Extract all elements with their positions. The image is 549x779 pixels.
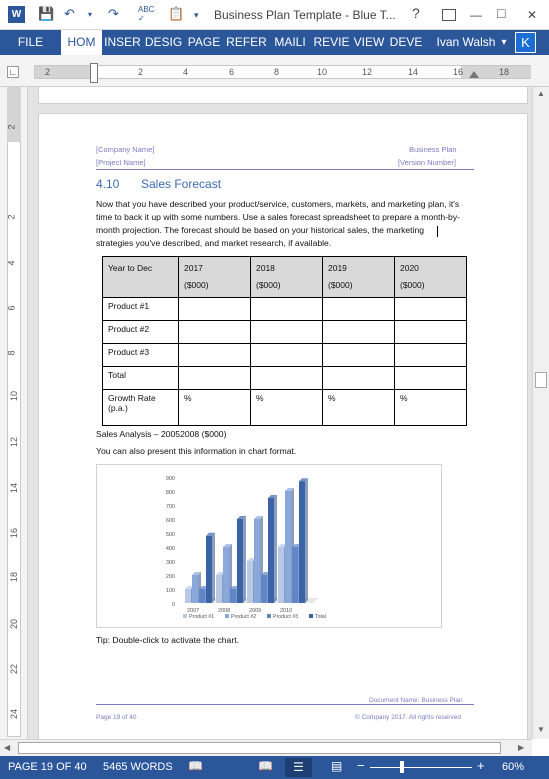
chart-bar	[216, 575, 222, 603]
ruler-number: 6	[229, 67, 235, 77]
table-cell[interactable]: Product #1	[103, 298, 179, 321]
horizontal-scrollbar[interactable]	[0, 739, 532, 756]
text-cursor	[437, 226, 438, 237]
chart-bar	[292, 547, 298, 603]
chart-bar	[199, 589, 205, 603]
table-cell[interactable]	[323, 321, 395, 344]
help-button[interactable]: ?	[412, 5, 420, 21]
sales-chart[interactable]	[96, 464, 442, 628]
chart-bar	[237, 519, 243, 603]
ruler-number: 22	[9, 663, 20, 675]
tab-insert[interactable]: INSER	[104, 35, 141, 49]
format-icon[interactable]: 📋	[168, 6, 185, 21]
footer-docname: Document Name: Business Plan	[369, 697, 463, 704]
body-line: time to back it up with some numbers. Use a sales forecast spreadsheet to prepare a month-by-	[96, 212, 460, 222]
table-cell[interactable]	[395, 367, 467, 390]
chart-bar	[247, 561, 253, 603]
y-tick-label: 600	[165, 518, 175, 524]
table-cell[interactable]	[323, 298, 395, 321]
proofing-icon[interactable]: 📖	[188, 759, 203, 773]
body-line: strategies you've described, and market research, if available.	[96, 238, 332, 248]
table-row	[103, 344, 467, 367]
ruler-number: 10	[317, 67, 328, 77]
y-tick-label: 500	[165, 532, 175, 538]
chart-intro-text: You can also present this information in chart format.	[96, 446, 297, 456]
body-line: month projection. The forecast should be based on your historical sales, the marketing	[96, 225, 425, 235]
chart-bar-side	[212, 533, 215, 603]
chart-bar	[185, 589, 191, 603]
right-indent-marker[interactable]	[469, 71, 479, 78]
ruler-number: 18	[9, 571, 20, 583]
chart-bar	[278, 547, 284, 603]
chart-bar-side	[243, 516, 246, 603]
legend-swatch	[183, 614, 187, 618]
chart-bar-side	[274, 495, 277, 603]
tab-references[interactable]: REFER	[226, 35, 267, 49]
table-cell[interactable]	[179, 321, 251, 344]
table-cell[interactable]: 2017 ($000)	[179, 257, 251, 298]
table-cell[interactable]	[179, 298, 251, 321]
footer-copyright: © Company 2017. All rights reserved	[355, 714, 461, 721]
chart-bar	[261, 575, 267, 603]
ruler-number: 14	[408, 67, 419, 77]
body-paragraph[interactable]	[96, 198, 481, 250]
scroll-left-icon[interactable]: ◀	[4, 743, 11, 752]
legend-swatch	[309, 614, 313, 618]
y-tick-label: 0	[171, 602, 175, 608]
ribbon-tabs	[0, 30, 549, 55]
print-layout-icon[interactable]: ☰	[285, 758, 312, 777]
section-title: Sales Forecast	[141, 177, 222, 191]
chart-bar	[285, 491, 291, 603]
tab-selector[interactable]: ∟	[8, 67, 18, 77]
table-cell[interactable]	[251, 298, 323, 321]
vertical-scrollbar[interactable]	[532, 87, 549, 739]
spelling-icon[interactable]: ABC ✓	[138, 5, 155, 23]
ruler-number: 2	[6, 124, 17, 130]
x-tick-label: 2010	[280, 608, 293, 614]
y-tick-label: 300	[165, 560, 175, 566]
undo-icon[interactable]: ↶	[64, 6, 75, 21]
ruler-number: 12	[9, 436, 20, 448]
ruler-number: 4	[183, 67, 189, 77]
table-cell[interactable]: %	[323, 390, 395, 426]
restore-button[interactable]: □	[497, 5, 506, 21]
ruler-number: 14	[9, 482, 20, 494]
scroll-up-icon[interactable]: ▲	[537, 89, 545, 98]
word-icon[interactable]: W	[8, 6, 25, 23]
table-cell[interactable]	[179, 367, 251, 390]
table-cell[interactable]	[251, 367, 323, 390]
table-cell[interactable]	[395, 298, 467, 321]
vertical-ruler	[0, 87, 28, 739]
table-cell[interactable]: 2019 ($000)	[323, 257, 395, 298]
ruler-number: 16	[9, 527, 20, 539]
footer-rule	[96, 704, 474, 705]
horizontal-ruler	[0, 55, 549, 87]
table-cell[interactable]	[395, 321, 467, 344]
document-area[interactable]	[28, 87, 532, 739]
ribbon-display-icon[interactable]	[442, 9, 456, 21]
table-row	[103, 367, 467, 390]
table-cell[interactable]	[395, 344, 467, 367]
y-tick-label: 700	[165, 504, 175, 510]
chart-bar	[299, 481, 305, 603]
indent-marker[interactable]	[90, 63, 98, 83]
legend-label: Product #2	[231, 614, 257, 620]
word-count[interactable]: 5465 WORDS	[103, 761, 173, 773]
header-rule	[96, 169, 474, 170]
user-dropdown-icon[interactable]: ▾	[501, 37, 507, 48]
table-cell[interactable]: 2018 ($000)	[251, 257, 323, 298]
header-version: [Version Number]	[398, 158, 456, 167]
scroll-thumb[interactable]	[535, 372, 547, 388]
zoom-slider-thumb[interactable]	[400, 761, 404, 773]
tab-review[interactable]: REVIE	[313, 35, 350, 49]
scroll-down-icon[interactable]: ▼	[537, 725, 545, 734]
y-tick-label: 800	[165, 490, 175, 496]
ruler-number: 20	[9, 618, 20, 630]
legend-label: Product #1	[189, 614, 215, 620]
close-button[interactable]: ✕	[527, 8, 538, 22]
ruler-number: 16	[453, 67, 464, 77]
chart-bar	[223, 547, 229, 603]
legend-label: Product #3	[273, 614, 299, 620]
y-tick-label: 900	[165, 476, 175, 482]
table-cell[interactable]: %	[395, 390, 467, 426]
table-cell[interactable]: %	[179, 390, 251, 426]
redo-icon[interactable]: ↷	[108, 6, 119, 21]
ruler-number: 24	[9, 708, 20, 720]
zoom-slider[interactable]	[370, 767, 472, 768]
save-icon[interactable]: 💾	[38, 6, 55, 21]
table-cell[interactable]: %	[251, 390, 323, 426]
table-cell[interactable]: Product #2	[103, 321, 179, 344]
table-cell[interactable]	[323, 344, 395, 367]
window-title: Business Plan Template - Blue T...	[214, 8, 396, 22]
tab-design[interactable]: DESIG	[144, 35, 183, 49]
read-mode-icon[interactable]: 📖	[258, 759, 273, 773]
tab-view[interactable]: VIEW	[353, 35, 385, 49]
sales-forecast-table[interactable]	[102, 256, 467, 426]
x-tick-label: 2007	[187, 608, 200, 614]
zoom-in-icon[interactable]: +	[477, 758, 485, 773]
page-count[interactable]: PAGE 19 OF 40	[8, 761, 87, 773]
tab-home[interactable]: HOM	[61, 30, 102, 55]
table-cell[interactable]	[179, 344, 251, 367]
ruler-number: 4	[6, 260, 17, 266]
chart-bar-side	[305, 478, 308, 603]
chart-bar	[254, 519, 260, 603]
ruler-number: 6	[6, 305, 17, 311]
header-project: [Project Name]	[96, 158, 146, 167]
header-company: [Company Name]	[96, 145, 155, 154]
ruler-number: 8	[274, 67, 280, 77]
page[interactable]	[38, 113, 528, 739]
x-tick-label: 2008	[218, 608, 231, 614]
tab-page-layout[interactable]: PAGE	[187, 35, 221, 49]
y-tick-label: 200	[165, 574, 175, 580]
h-scroll-thumb[interactable]	[18, 742, 501, 754]
legend-label: Total	[315, 614, 326, 620]
table-row	[103, 298, 467, 321]
chart-bar	[192, 575, 198, 603]
status-bar	[0, 756, 549, 779]
chart-svg	[97, 465, 441, 627]
ruler-number: 2	[138, 67, 144, 77]
ruler-number: 10	[9, 390, 20, 402]
table-cell[interactable]: Product #3	[103, 344, 179, 367]
table-cell[interactable]	[251, 344, 323, 367]
previous-page[interactable]	[38, 87, 528, 104]
table-cell[interactable]: 2020 ($000)	[395, 257, 467, 298]
table-row	[103, 390, 467, 426]
tip-text: Tip: Double-click to activate the chart.	[96, 635, 239, 645]
user-avatar[interactable]: K	[515, 32, 536, 53]
ruler-number: 8	[6, 350, 17, 356]
user-name[interactable]: Ivan Walsh	[436, 35, 496, 49]
tab-developer[interactable]: DEVE	[389, 35, 423, 49]
table-row	[103, 321, 467, 344]
header-title: Business Plan	[409, 145, 457, 154]
body-line: Now that you have described your product/service, customers, markets, and marketing plan, it's	[96, 199, 460, 209]
ruler-number: 18	[499, 67, 510, 77]
ruler-number: 12	[362, 67, 373, 77]
table-cell[interactable]	[323, 367, 395, 390]
minimize-button[interactable]: —	[470, 8, 482, 22]
table-header-row	[103, 257, 467, 298]
sales-analysis-caption: Sales Analysis – 20052008 ($000)	[96, 429, 227, 439]
x-tick-label: 2009	[249, 608, 262, 614]
section-number: 4.10	[96, 177, 120, 191]
scroll-right-icon[interactable]: ▶	[518, 743, 525, 752]
legend-swatch	[225, 614, 229, 618]
ruler-number: 2	[45, 67, 51, 77]
table-cell[interactable]: Year to Dec	[103, 257, 179, 298]
web-layout-icon[interactable]: ▤	[331, 759, 343, 773]
title-bar	[0, 0, 549, 30]
undo-dropdown-icon[interactable]: ▾	[88, 10, 93, 19]
zoom-out-icon[interactable]: −	[357, 758, 365, 773]
tab-file[interactable]: FILE	[0, 30, 61, 55]
ruler-bar[interactable]	[34, 65, 531, 79]
chart-bar	[230, 589, 236, 603]
ruler-number: 2	[6, 214, 17, 220]
chart-bar	[206, 536, 212, 603]
table-cell[interactable]: Total	[103, 367, 179, 390]
y-tick-label: 100	[165, 588, 175, 594]
table-cell[interactable]	[251, 321, 323, 344]
footer-page: Page 19 of 40	[96, 714, 137, 721]
tab-mailings[interactable]: MAILI	[274, 35, 306, 49]
customize-qat-icon[interactable]: ▾	[194, 10, 199, 20]
legend-swatch	[267, 614, 271, 618]
table-cell[interactable]: Growth Rate (p.a.)	[103, 390, 179, 426]
chart-bar	[268, 498, 274, 603]
zoom-level[interactable]: 60%	[502, 761, 525, 773]
y-tick-label: 400	[165, 546, 175, 552]
